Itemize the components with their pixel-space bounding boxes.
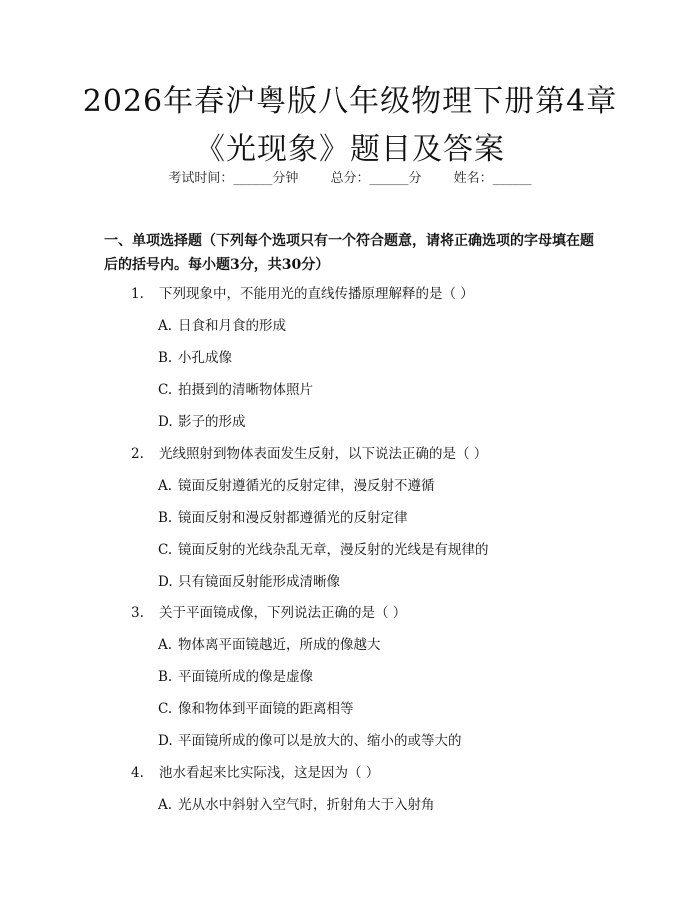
option-1a [158,314,286,334]
option-1b [158,346,232,366]
option-text: 镜面反射和漫反射都遵循光的反射定律 [178,510,408,526]
option-text: 日食和月食的形成 [178,318,286,334]
option-text: 光从水中斜射入空气时，折射角大于入射角 [178,797,435,813]
option-1c [158,378,313,398]
question-text: 下列现象中，不能用光的直线传播原理解释的是（ ） [159,286,474,302]
option-letter: C. [158,542,173,558]
question-number: 3. [131,605,144,621]
question-3 [131,601,406,621]
question-text: 光线照射到物体表面发生反射，以下说法正确的是（ ） [159,446,488,462]
option-3a [158,633,381,653]
option-letter: D. [158,414,173,430]
option-text: 平面镜所成的像可以是放大的、缩小的或等大的 [178,733,462,749]
option-text: 镜面反射的光线杂乱无章，漫反射的光线是有规律的 [178,542,489,558]
question-number: 1. [131,286,144,302]
option-4a [158,793,435,813]
question-1 [131,282,474,302]
option-2a [158,474,435,494]
option-letter: D. [158,574,173,590]
option-1d [158,410,246,430]
student-name: 姓名：______ [453,171,532,186]
option-letter: B. [158,510,173,526]
option-2d [158,570,340,590]
total-score: 总分：______分 [330,171,422,186]
option-letter: C. [158,382,173,398]
option-text: 拍摄到的清晰物体照片 [178,382,313,398]
exam-time: 考试时间：______分钟 [168,171,299,186]
option-text: 小孔成像 [178,350,232,366]
option-2c [158,538,489,558]
option-text: 镜面反射遵循光的反射定律，漫反射不遵循 [178,478,435,494]
document-title: 2026年春沪粤版八年级物理下册第4章《光现象》题目及答案 [82,84,618,167]
option-3b [158,665,313,685]
option-letter: D. [158,733,173,749]
question-4 [131,761,379,781]
option-text: 平面镜所成的像是虚像 [178,669,313,685]
question-number: 2. [131,446,144,462]
option-letter: A. [158,797,173,813]
option-3c [158,697,354,717]
option-text: 像和物体到平面镜的距离相等 [178,701,354,717]
option-text: 物体离平面镜越近，所成的像越大 [178,637,381,653]
question-2 [131,442,487,462]
question-text: 池水看起来比实际浅，这是因为（ ） [159,765,380,781]
option-letter: A. [158,318,173,334]
option-letter: B. [158,350,173,366]
question-number: 4. [131,765,144,781]
option-letter: B. [158,669,173,685]
section-heading: 一、单项选择题（下列每个选项只有一个符合题意，请将正确选项的字母填在题后的括号内。每小题3分，共30分） [104,233,594,273]
option-letter: A. [158,637,173,653]
question-text: 关于平面镜成像，下列说法正确的是（ ） [159,605,407,621]
option-2b [158,506,408,526]
exam-meta [0,167,700,186]
option-text: 只有镜面反射能形成清晰像 [178,574,340,590]
option-letter: C. [158,701,173,717]
option-3d [158,729,462,749]
option-letter: A. [158,478,173,494]
option-text: 影子的形成 [178,414,246,430]
